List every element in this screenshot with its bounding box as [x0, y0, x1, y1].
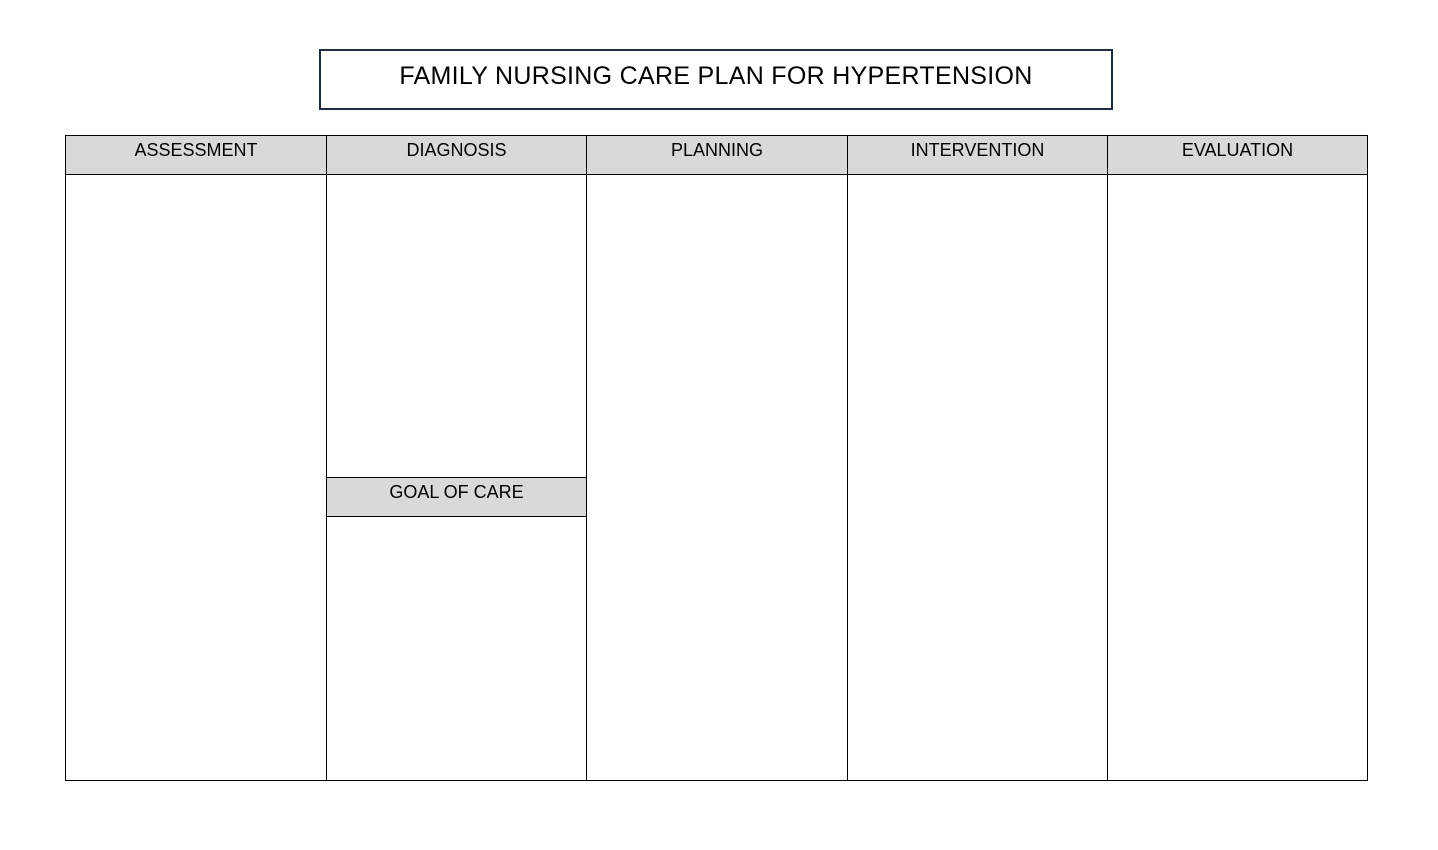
- column-header-assessment: ASSESSMENT: [66, 136, 326, 175]
- column-planning: [587, 136, 848, 780]
- column-header-intervention: INTERVENTION: [848, 136, 1107, 175]
- column-header-planning: PLANNING: [587, 136, 847, 175]
- diagnosis-cell[interactable]: [327, 175, 586, 477]
- evaluation-cell[interactable]: [1108, 175, 1367, 780]
- column-diagnosis: [327, 136, 587, 780]
- column-evaluation: [1108, 136, 1367, 780]
- assessment-cell[interactable]: [66, 175, 326, 780]
- column-header-evaluation: EVALUATION: [1108, 136, 1367, 175]
- page-title: FAMILY NURSING CARE PLAN FOR HYPERTENSION: [399, 62, 1033, 90]
- intervention-cell[interactable]: [848, 175, 1107, 780]
- column-assessment: [66, 136, 327, 780]
- title-box: [319, 49, 1113, 110]
- column-header-diagnosis: DIAGNOSIS: [327, 136, 586, 175]
- goal-of-care-cell[interactable]: [327, 517, 586, 780]
- goal-of-care-header: GOAL OF CARE: [327, 477, 586, 517]
- care-plan-table: [65, 135, 1368, 781]
- column-intervention: [848, 136, 1108, 780]
- planning-cell[interactable]: [587, 175, 847, 780]
